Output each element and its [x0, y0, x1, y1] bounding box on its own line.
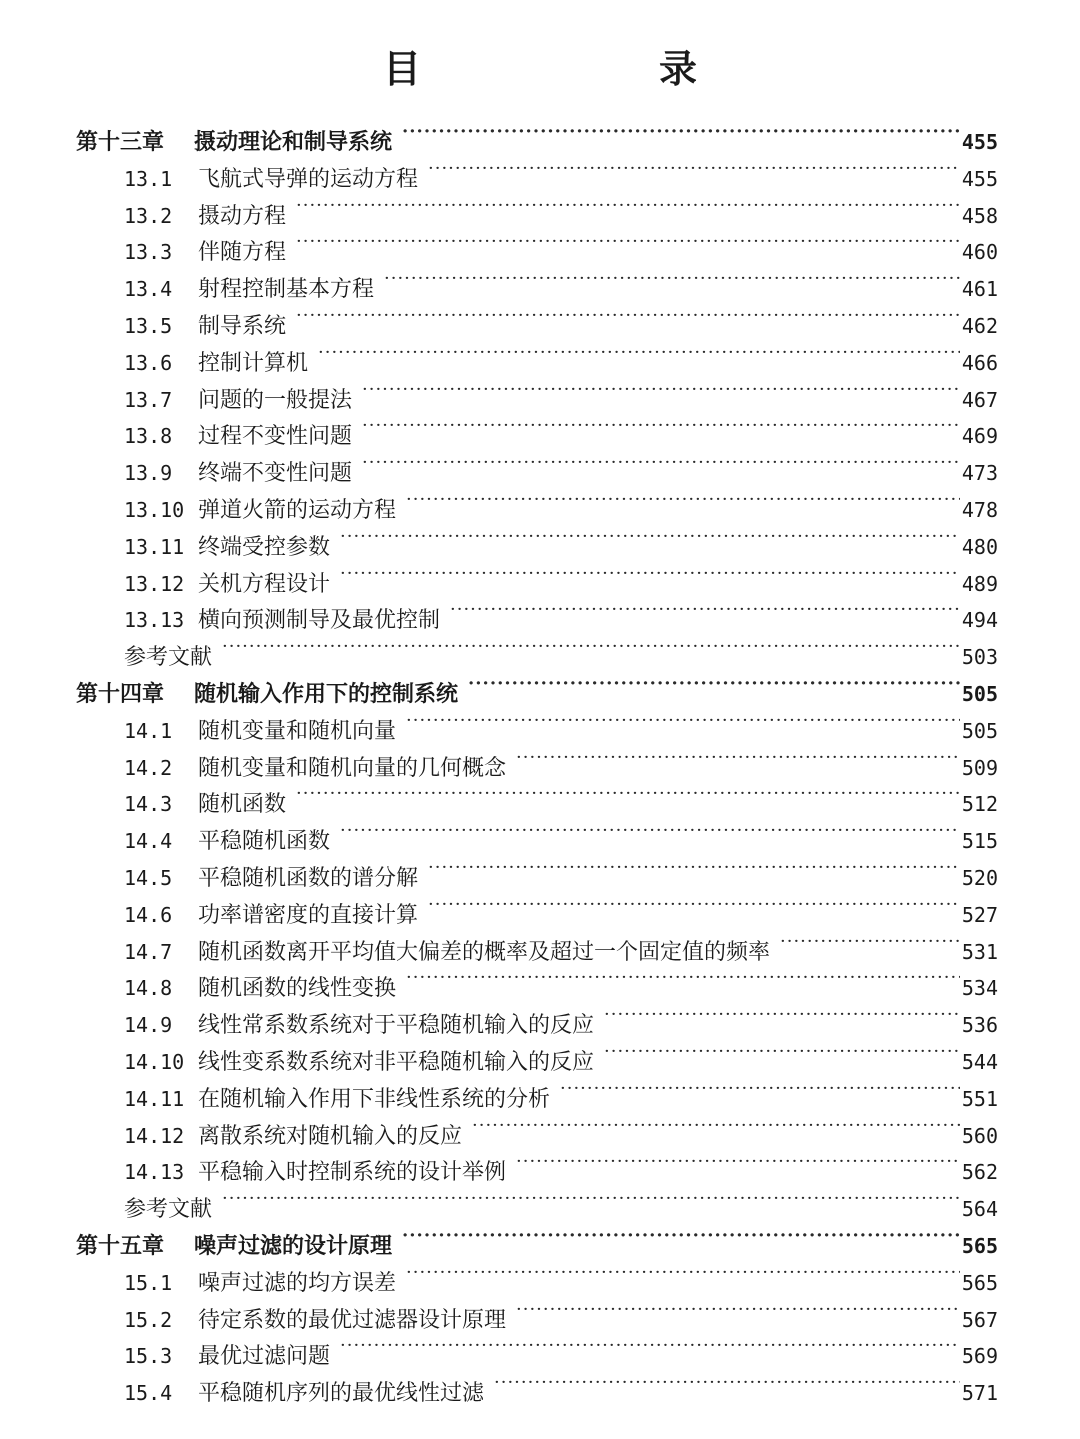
page-number: 467 — [961, 387, 998, 412]
section-title: 制导系统 — [198, 314, 287, 339]
dot-leader — [362, 409, 960, 443]
dot-leader — [222, 1182, 960, 1216]
dot-leader — [516, 1293, 960, 1327]
toc-section-row — [124, 373, 998, 413]
dot-leader — [296, 189, 960, 223]
dot-leader — [296, 299, 960, 333]
section-title: 线性变系数系统对非平稳随机输入的反应 — [198, 1050, 595, 1075]
section-number: 13.12 — [124, 571, 185, 596]
page-number: 565 — [961, 1234, 998, 1258]
toc-section-row — [124, 557, 998, 597]
page-number: 460 — [961, 240, 998, 265]
section-title: 线性常系数系统对于平稳随机输入的反应 — [198, 1013, 595, 1039]
page-number: 512 — [961, 792, 998, 817]
page-title: 目 录 — [382, 46, 797, 91]
section-title: 控制计算机 — [198, 350, 309, 376]
dot-leader — [604, 1035, 960, 1069]
page-number: 520 — [961, 866, 998, 890]
dot-leader — [362, 373, 960, 407]
chapter-number: 第十五章 — [76, 1233, 165, 1259]
section-number: 14.5 — [124, 866, 173, 890]
section-number: 13.11 — [124, 534, 185, 559]
dot-leader — [296, 777, 960, 811]
section-number: 13.7 — [124, 387, 173, 412]
toc-section-row — [124, 1293, 998, 1333]
toc-section-row — [124, 152, 998, 192]
dot-leader — [318, 336, 960, 370]
page-number: 505 — [961, 682, 998, 706]
section-number: 13.13 — [124, 608, 185, 633]
toc-section-row — [124, 593, 998, 634]
dot-leader — [450, 593, 960, 627]
section-title: 离散系统对随机输入的反应 — [198, 1123, 463, 1149]
page-number: 536 — [961, 1013, 998, 1038]
dot-leader — [516, 741, 960, 775]
toc-section-row — [124, 814, 998, 855]
section-number: 15.3 — [124, 1344, 173, 1369]
section-number: 14.8 — [124, 976, 173, 1001]
section-number: 14.6 — [124, 902, 173, 927]
page-number: 562 — [961, 1160, 998, 1185]
section-title: 过程不变性问题 — [198, 424, 353, 450]
dot-leader — [468, 667, 960, 701]
toc-section-row — [124, 888, 998, 928]
dot-leader — [494, 1366, 960, 1400]
page-number: 531 — [961, 939, 998, 964]
page-number: 564 — [961, 1197, 998, 1222]
toc-references-row — [124, 1182, 998, 1223]
section-title: 横向预测制导及最优控制 — [198, 608, 441, 634]
page-number: 527 — [961, 902, 998, 927]
toc-section-row — [124, 1072, 998, 1112]
section-number: 13.3 — [124, 240, 173, 265]
section-title: 飞航式导弹的运动方程 — [198, 166, 419, 192]
section-number: 13.6 — [124, 350, 173, 375]
section-number: 13.1 — [124, 166, 173, 191]
toc-section-row — [124, 336, 998, 376]
toc-section-row — [124, 225, 998, 266]
dot-leader — [362, 446, 960, 480]
toc-section-row — [124, 704, 998, 744]
section-title: 功率谱密度的直接计算 — [198, 902, 419, 928]
section-title: 伴随方程 — [198, 240, 287, 266]
section-title: 平稳输入时控制系统的设计举例 — [198, 1160, 507, 1186]
section-title: 终端不变性问题 — [198, 461, 353, 487]
section-number: 13.5 — [124, 314, 173, 338]
dot-leader — [428, 888, 960, 922]
section-number: 13.8 — [124, 424, 173, 449]
section-title: 平稳随机函数的谱分解 — [198, 866, 419, 891]
section-title: 在随机输入作用下非线性系统的分析 — [198, 1086, 551, 1112]
section-number: 15.1 — [124, 1270, 173, 1295]
dot-leader — [472, 1109, 960, 1143]
section-number: 14.12 — [124, 1123, 185, 1148]
toc-chapter-row — [76, 667, 998, 707]
page-number: 461 — [961, 277, 998, 302]
section-title: 随机变量和随机向量 — [198, 718, 397, 744]
page-number: 569 — [961, 1344, 998, 1369]
page-number: 462 — [961, 314, 998, 338]
section-title: 最优过滤问题 — [198, 1344, 331, 1370]
page-number: 565 — [961, 1270, 998, 1295]
toc-section-row — [124, 409, 998, 450]
toc-section-row — [124, 262, 998, 303]
section-number: 14.1 — [124, 718, 173, 743]
toc-section-row — [124, 1256, 998, 1296]
dot-leader — [406, 704, 960, 738]
dot-leader — [428, 152, 960, 186]
section-title: 关机方程设计 — [198, 571, 331, 597]
page-number: 551 — [961, 1086, 998, 1111]
toc-section-row — [124, 1109, 998, 1149]
toc-section-row — [124, 925, 998, 965]
toc-section-row — [124, 1035, 998, 1075]
page-number: 534 — [961, 976, 998, 1001]
section-number: 14.7 — [124, 939, 173, 964]
toc-chapter-row — [76, 115, 998, 155]
dot-leader — [402, 115, 960, 149]
section-number: 13.2 — [124, 203, 173, 228]
section-number: 13.4 — [124, 277, 173, 302]
dot-leader — [428, 851, 960, 885]
section-title: 射程控制基本方程 — [198, 277, 375, 303]
toc-section-row — [124, 520, 998, 560]
page-number: 455 — [961, 130, 998, 154]
references-label: 参考文献 — [124, 1197, 213, 1223]
dot-leader — [406, 961, 960, 995]
section-number: 13.9 — [124, 461, 173, 486]
section-title: 平稳随机序列的最优线性过滤 — [198, 1381, 485, 1407]
section-title: 噪声过滤的均方误差 — [198, 1270, 397, 1296]
dot-leader — [340, 814, 960, 848]
page-number: 505 — [961, 718, 998, 743]
section-number: 15.2 — [124, 1307, 173, 1332]
page-number: 494 — [961, 608, 998, 633]
toc-section-row — [124, 961, 998, 1002]
page-number: 567 — [961, 1307, 998, 1332]
toc-section-row — [124, 1366, 998, 1407]
dot-leader — [384, 262, 960, 296]
dot-leader — [340, 520, 960, 554]
section-title: 随机函数的线性变换 — [198, 976, 397, 1002]
section-title: 随机函数 — [198, 792, 287, 818]
section-number: 14.2 — [124, 755, 173, 780]
dot-leader — [516, 1145, 960, 1179]
chapter-title: 摄动理论和制导系统 — [194, 129, 393, 155]
dot-leader — [340, 557, 960, 591]
section-title: 平稳随机函数 — [198, 829, 331, 855]
section-title: 问题的一般提法 — [198, 387, 353, 413]
dot-leader — [560, 1072, 960, 1106]
page-number: 480 — [961, 534, 998, 559]
page-number: 544 — [961, 1050, 998, 1074]
dot-leader — [222, 630, 960, 664]
toc-section-row — [124, 1329, 998, 1370]
dot-leader — [402, 1219, 960, 1253]
chapter-number: 第十四章 — [76, 681, 165, 707]
toc-section-row — [124, 189, 998, 229]
toc-references-row — [124, 630, 998, 671]
section-number: 14.13 — [124, 1160, 185, 1185]
toc-section-row — [124, 1145, 998, 1186]
section-number: 14.4 — [124, 829, 173, 854]
dot-leader — [406, 1256, 960, 1290]
page-number: 473 — [961, 461, 998, 486]
page-number: 478 — [961, 498, 998, 522]
dot-leader — [780, 925, 960, 959]
page-number: 509 — [961, 755, 998, 780]
page-number: 455 — [961, 166, 998, 191]
dot-leader — [604, 998, 960, 1032]
section-title: 弹道火箭的运动方程 — [198, 498, 397, 523]
page-number: 503 — [961, 645, 998, 670]
toc-section-row — [124, 851, 998, 891]
toc-chapter-row — [76, 1219, 998, 1259]
section-number: 14.3 — [124, 792, 173, 817]
toc-section-row — [124, 777, 998, 818]
dot-leader — [296, 225, 960, 259]
chapter-number: 第十三章 — [76, 129, 165, 155]
section-number: 13.10 — [124, 498, 185, 522]
section-number: 14.9 — [124, 1013, 173, 1038]
section-title: 随机函数离开平均值大偏差的概率及超过一个固定值的频率 — [198, 939, 771, 965]
section-number: 14.10 — [124, 1050, 185, 1074]
toc-section-row — [124, 446, 998, 487]
section-number: 15.4 — [124, 1381, 173, 1406]
dot-leader — [340, 1329, 960, 1363]
section-title: 待定系数的最优过滤器设计原理 — [198, 1307, 507, 1333]
section-title: 随机变量和随机向量的几何概念 — [198, 755, 507, 781]
page-number: 571 — [961, 1381, 998, 1406]
toc-section-row — [124, 998, 998, 1039]
toc-section-row — [124, 483, 998, 523]
page-number: 515 — [961, 829, 998, 854]
dot-leader — [406, 483, 960, 517]
page-number: 458 — [961, 203, 998, 228]
chapter-title: 随机输入作用下的控制系统 — [194, 681, 459, 707]
page-number: 560 — [961, 1123, 998, 1148]
page-number: 469 — [961, 424, 998, 449]
section-number: 14.11 — [124, 1086, 185, 1111]
references-label: 参考文献 — [124, 645, 213, 671]
toc-section-row — [124, 741, 998, 781]
page-number: 466 — [961, 350, 998, 375]
section-title: 摄动方程 — [198, 203, 287, 229]
chapter-title: 噪声过滤的设计原理 — [194, 1233, 393, 1259]
page-number: 489 — [961, 571, 998, 596]
section-title: 终端受控参数 — [198, 534, 331, 560]
toc-section-row — [124, 299, 998, 339]
